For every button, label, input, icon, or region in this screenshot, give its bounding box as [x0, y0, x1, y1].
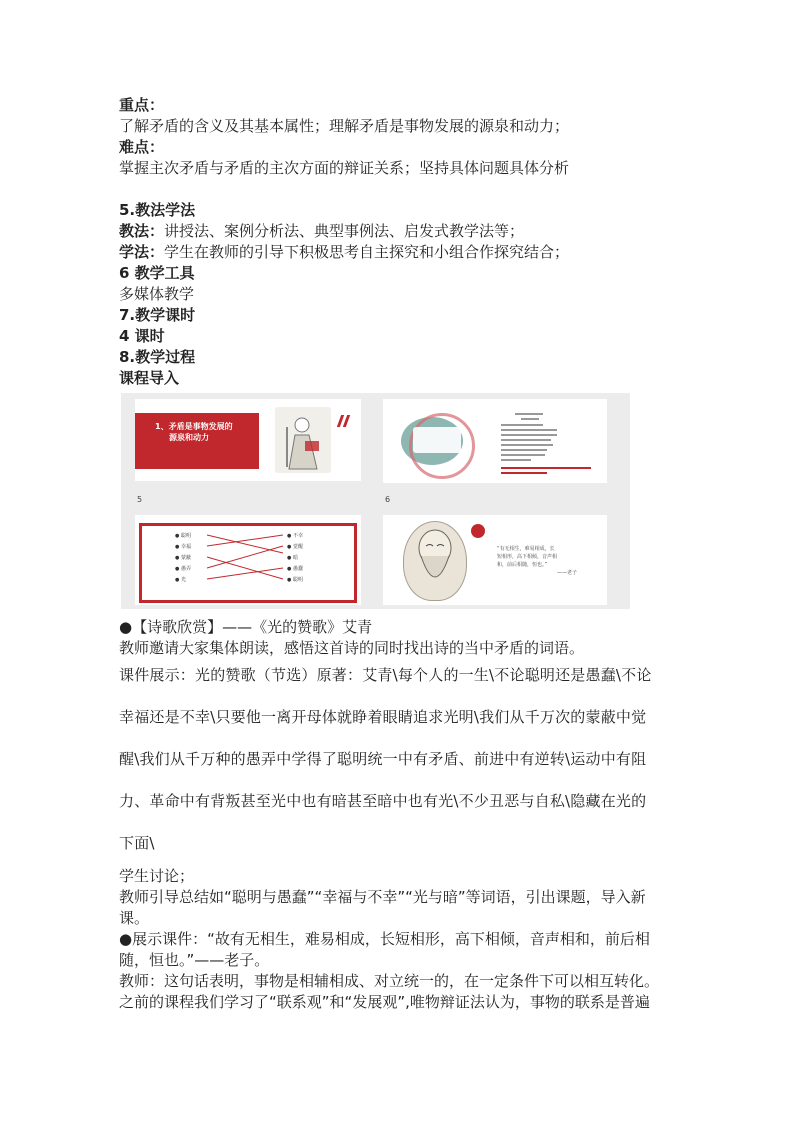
summary-line: 课。 — [119, 909, 150, 927]
poem-line: 幸福还是不幸\只要他一离开母体就睁着眼睛追求光明\我们从千万次的蒙蔽中觉 — [119, 708, 647, 726]
document-body — [119, 95, 679, 389]
poem-intro: 教师邀请大家集体朗读，感悟这首诗的同时找出诗的当中矛盾的词语。 — [119, 639, 585, 657]
laozi-quote: “有无相生，难易相成，长 短相形，高下相倾，音声相 和，前后相随，恒也。” ——老子 — [497, 546, 578, 576]
key-points-label: 重点： — [119, 96, 165, 114]
poem-line: 下面\ — [119, 834, 155, 852]
poem-title: ●【诗歌欣赏】——《光的赞歌》艾青 — [119, 618, 373, 636]
hours-heading: 7.教学课时 — [119, 306, 196, 324]
slide-5-title-line1: 1、矛盾是事物发展的 — [155, 422, 233, 431]
show-slide-line: ●展示课件：“故有无相生，难易相成，长短相形，高下相倾，音声相和，前后相 — [119, 930, 650, 948]
left-word: ● 光 — [175, 577, 186, 583]
right-word: ● 暗 — [287, 555, 298, 561]
slide-number: 5 — [137, 495, 143, 504]
learning-method — [119, 242, 679, 263]
methods-heading: 5.教法学法 — [119, 201, 196, 219]
slide-thumbnails — [121, 393, 630, 609]
difficult-points-label: 难点： — [119, 138, 165, 156]
teaching-method-text: 讲授法、案例分析法、典型事例法、启发式教学法等； — [164, 222, 525, 240]
right-word: ● 觉醒 — [287, 544, 303, 550]
question-text — [501, 472, 547, 474]
show-slide-line: 随，恒也。”——老子。 — [119, 951, 270, 969]
left-word: ● 幸福 — [175, 544, 191, 550]
left-word: ● 愚弄 — [175, 566, 191, 572]
teaching-method — [119, 221, 679, 242]
learning-method-label: 学法： — [119, 243, 165, 261]
key-points-text: 了解矛盾的含义及其基本属性；理解矛盾是事物发展的源泉和动力； — [119, 117, 570, 135]
slide-5[interactable] — [135, 399, 361, 481]
poem-line: 力、革命中有背叛甚至光中也有暗甚至暗中也有光\不少丑恶与自私\隐藏在光的 — [119, 792, 647, 810]
difficult-points-text: 掌握主次矛盾与矛盾的主次方面的辩证关系；坚持具体问题具体分析 — [119, 159, 570, 177]
slide-5-title-line2: 源泉和动力 — [169, 433, 209, 442]
calligraphy-card — [413, 427, 461, 453]
left-word: ● 蒙蔽 — [175, 555, 191, 561]
laozi-portrait — [403, 521, 467, 601]
process-heading: 8.教学过程 — [119, 348, 196, 366]
student-discussion: 学生讨论； — [119, 867, 195, 885]
question-text — [501, 467, 591, 469]
poem-line: 课件展示：光的赞歌（节选）原著：艾青\每个人的一生\不论聪明还是愚蠢\不论 — [119, 666, 652, 684]
hours-text: 4 课时 — [119, 327, 165, 345]
red-dot — [471, 524, 485, 538]
poem-text — [119, 665, 679, 854]
slide-number: 6 — [385, 495, 391, 504]
intro-heading: 课程导入 — [119, 369, 180, 387]
sage-illustration — [275, 407, 331, 473]
right-word: ● 聪明 — [287, 577, 303, 583]
lesson-process — [119, 617, 679, 1013]
tools-text: 多媒体教学 — [119, 285, 195, 303]
left-word: ● 聪明 — [175, 533, 191, 539]
right-word: ● 不幸 — [287, 533, 303, 539]
slide-word-match[interactable] — [135, 515, 361, 605]
slide-laozi-quote[interactable] — [383, 515, 607, 605]
slide-6[interactable] — [383, 399, 607, 483]
right-word: ● 愚蠢 — [287, 566, 303, 572]
poem-line: 醒\我们从千万种的愚弄中学得了聪明统一中有矛盾、前进中有逆转\运动中有阻 — [119, 750, 647, 768]
teaching-method-label: 教法： — [119, 222, 165, 240]
learning-method-text: 学生在教师的引导下积极思考自主探究和小组合作探究结合； — [164, 243, 570, 261]
match-lines — [135, 515, 361, 605]
slide-5-title — [155, 421, 233, 443]
teacher-line: 教师：这句话表明，事物是相辅相成、对立统一的，在一定条件下可以相互转化。 — [119, 972, 660, 990]
slash-decoration — [343, 415, 350, 427]
summary-line: 教师引导总结如“聪明与愚蠢”“幸福与不幸”“光与暗”等词语，引出课题，导入新 — [119, 888, 646, 906]
teacher-line: 之前的课程我们学习了“联系观”和“发展观”,唯物辩证法认为，事物的联系是普遍 — [119, 993, 650, 1011]
tools-heading: 6 教学工具 — [119, 264, 195, 282]
